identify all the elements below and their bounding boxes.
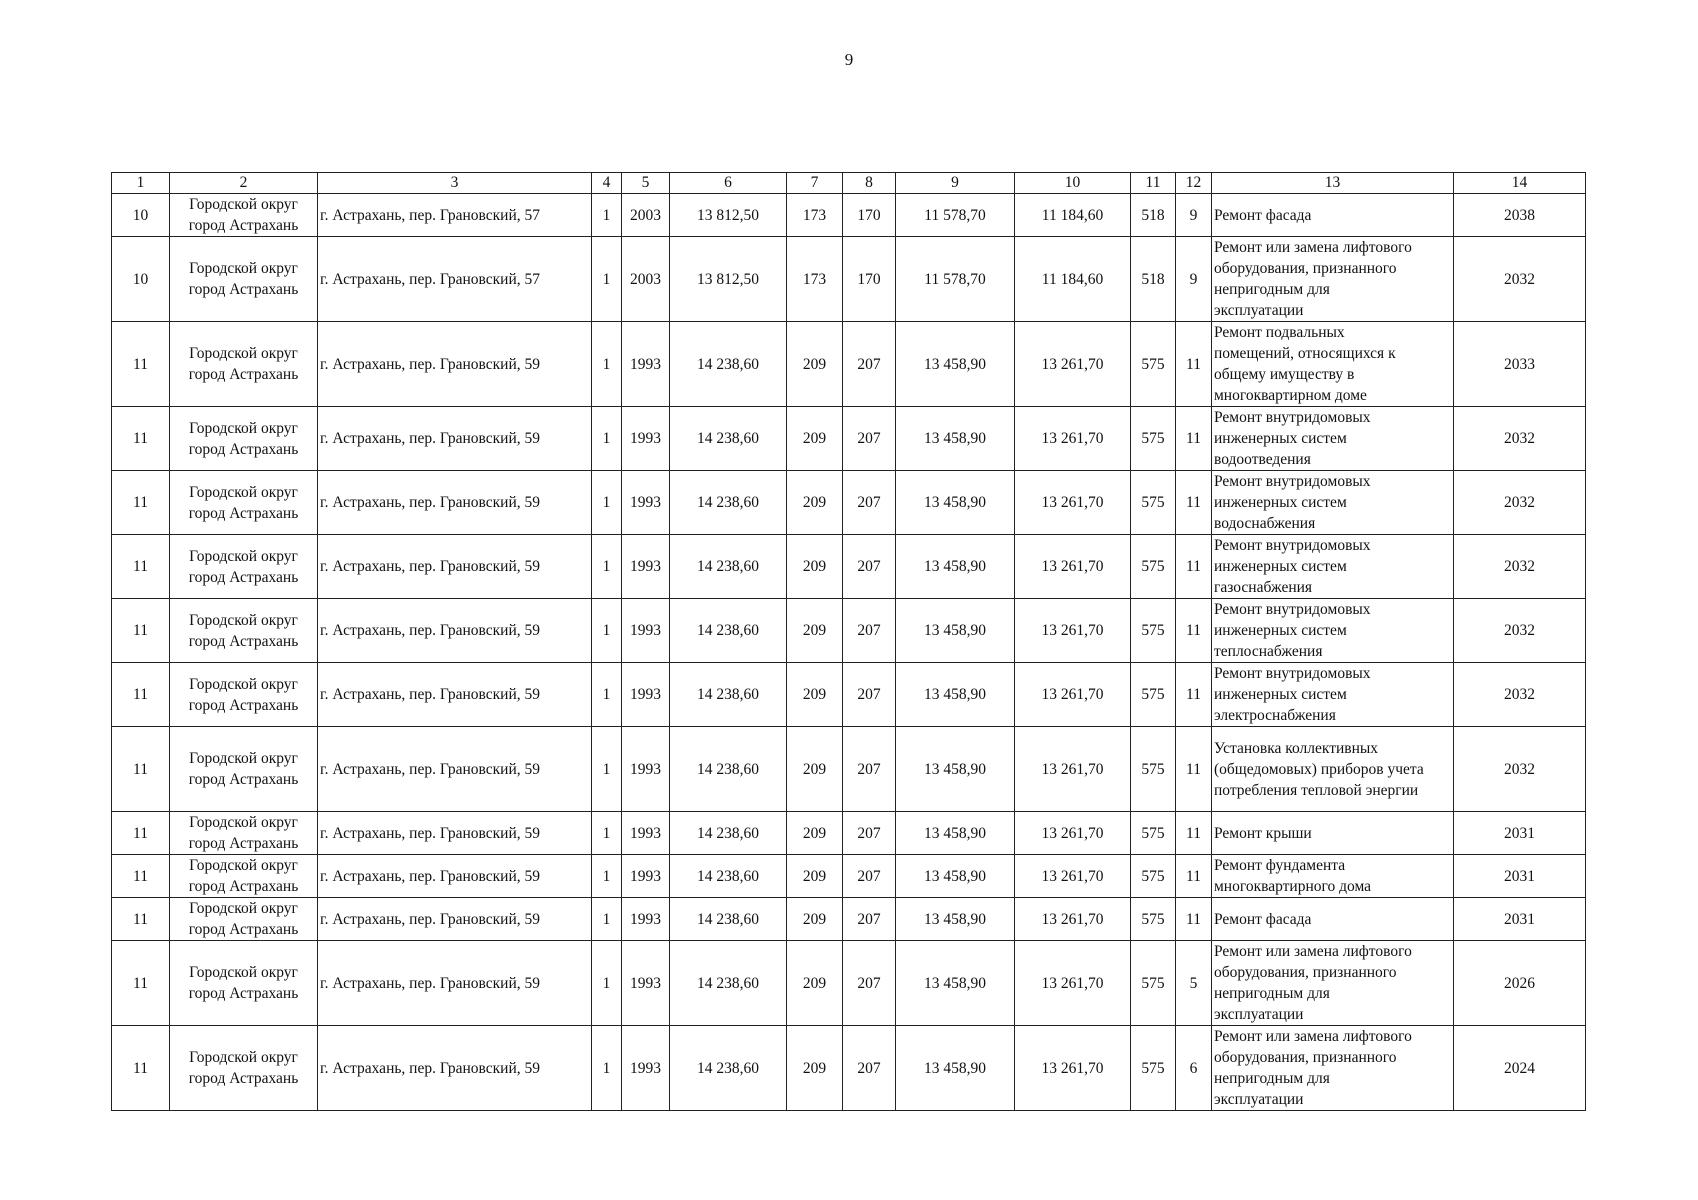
col-12-cell: 11 <box>1176 407 1212 471</box>
planned-year-cell: 2032 <box>1454 727 1586 812</box>
year-cell: 1993 <box>622 599 670 663</box>
col-4-cell: 1 <box>592 1026 622 1111</box>
col-8-cell: 207 <box>843 898 896 941</box>
col-8-cell: 170 <box>843 237 896 322</box>
col-8-cell: 170 <box>843 194 896 237</box>
area-residential-cell: 11 184,60 <box>1015 237 1131 322</box>
column-number-header: 10 <box>1015 173 1131 194</box>
address-cell: г. Астрахань, пер. Грановский, 57 <box>318 237 592 322</box>
area-total-cell: 14 238,60 <box>670 898 787 941</box>
table-row <box>112 194 1586 237</box>
col-12-cell: 11 <box>1176 663 1212 727</box>
col-4-cell: 1 <box>592 898 622 941</box>
page-number: 9 <box>844 50 854 69</box>
col-12-cell: 11 <box>1176 812 1212 855</box>
col-11-cell: 575 <box>1131 941 1176 1026</box>
table-row <box>112 727 1586 812</box>
column-number-header: 13 <box>1212 173 1454 194</box>
col-11-cell: 575 <box>1131 855 1176 898</box>
col-4-cell: 1 <box>592 194 622 237</box>
col-7-cell: 209 <box>787 812 843 855</box>
col-7-cell: 209 <box>787 898 843 941</box>
area-total-cell: 13 812,50 <box>670 194 787 237</box>
work-type-cell: Ремонт внутридомовых инженерных систем водоснабжения <box>1212 471 1454 535</box>
municipality-cell: Городской округ город Астрахань <box>170 1026 318 1111</box>
column-number-header: 14 <box>1454 173 1586 194</box>
table-row <box>112 471 1586 535</box>
work-type-cell: Ремонт фасада <box>1212 194 1454 237</box>
col-12-cell: 11 <box>1176 322 1212 407</box>
table-row <box>112 322 1586 407</box>
address-cell: г. Астрахань, пер. Грановский, 59 <box>318 535 592 599</box>
col-8-cell: 207 <box>843 941 896 1026</box>
col-7-cell: 209 <box>787 535 843 599</box>
row-number-cell: 11 <box>112 855 170 898</box>
municipality-cell: Городской округ город Астрахань <box>170 535 318 599</box>
planned-year-cell: 2032 <box>1454 237 1586 322</box>
capital-repair-table <box>111 172 1586 1111</box>
area-total-cell: 14 238,60 <box>670 855 787 898</box>
row-number-cell: 11 <box>112 322 170 407</box>
municipality-cell: Городской округ город Астрахань <box>170 194 318 237</box>
area-residential-cell: 13 261,70 <box>1015 407 1131 471</box>
area-residential-cell: 13 261,70 <box>1015 941 1131 1026</box>
col-4-cell: 1 <box>592 471 622 535</box>
work-type-cell: Установка коллективных (общедомовых) приборов учета потребления тепловой энергии <box>1212 727 1454 812</box>
municipality-cell: Городской округ город Астрахань <box>170 471 318 535</box>
address-cell: г. Астрахань, пер. Грановский, 59 <box>318 898 592 941</box>
row-number-cell: 11 <box>112 407 170 471</box>
table-row <box>112 599 1586 663</box>
col-8-cell: 207 <box>843 407 896 471</box>
col-7-cell: 209 <box>787 855 843 898</box>
area-total-cell: 14 238,60 <box>670 1026 787 1111</box>
area-living-cell: 13 458,90 <box>896 941 1015 1026</box>
year-cell: 2003 <box>622 194 670 237</box>
column-number-header: 4 <box>592 173 622 194</box>
address-cell: г. Астрахань, пер. Грановский, 59 <box>318 407 592 471</box>
col-8-cell: 207 <box>843 663 896 727</box>
area-total-cell: 14 238,60 <box>670 812 787 855</box>
col-11-cell: 575 <box>1131 663 1176 727</box>
area-living-cell: 13 458,90 <box>896 407 1015 471</box>
planned-year-cell: 2032 <box>1454 599 1586 663</box>
col-12-cell: 5 <box>1176 941 1212 1026</box>
year-cell: 1993 <box>622 898 670 941</box>
area-living-cell: 13 458,90 <box>896 898 1015 941</box>
planned-year-cell: 2033 <box>1454 322 1586 407</box>
column-number-header: 3 <box>318 173 592 194</box>
col-11-cell: 575 <box>1131 1026 1176 1111</box>
table-body <box>112 194 1586 1111</box>
area-residential-cell: 13 261,70 <box>1015 727 1131 812</box>
year-cell: 1993 <box>622 727 670 812</box>
area-residential-cell: 13 261,70 <box>1015 855 1131 898</box>
col-8-cell: 207 <box>843 727 896 812</box>
planned-year-cell: 2032 <box>1454 535 1586 599</box>
row-number-cell: 11 <box>112 471 170 535</box>
col-11-cell: 575 <box>1131 407 1176 471</box>
municipality-cell: Городской округ город Астрахань <box>170 898 318 941</box>
col-7-cell: 209 <box>787 599 843 663</box>
table-row <box>112 941 1586 1026</box>
row-number-cell: 11 <box>112 663 170 727</box>
col-11-cell: 575 <box>1131 898 1176 941</box>
area-residential-cell: 11 184,60 <box>1015 194 1131 237</box>
year-cell: 1993 <box>622 407 670 471</box>
col-12-cell: 9 <box>1176 194 1212 237</box>
row-number-cell: 11 <box>112 599 170 663</box>
column-number-header: 5 <box>622 173 670 194</box>
row-number-cell: 11 <box>112 941 170 1026</box>
column-number-header: 1 <box>112 173 170 194</box>
area-residential-cell: 13 261,70 <box>1015 663 1131 727</box>
address-cell: г. Астрахань, пер. Грановский, 59 <box>318 941 592 1026</box>
area-total-cell: 14 238,60 <box>670 663 787 727</box>
col-7-cell: 209 <box>787 663 843 727</box>
municipality-cell: Городской округ город Астрахань <box>170 237 318 322</box>
column-number-header: 9 <box>896 173 1015 194</box>
area-living-cell: 13 458,90 <box>896 1026 1015 1111</box>
year-cell: 1993 <box>622 535 670 599</box>
col-11-cell: 518 <box>1131 194 1176 237</box>
municipality-cell: Городской округ город Астрахань <box>170 727 318 812</box>
municipality-cell: Городской округ город Астрахань <box>170 812 318 855</box>
col-12-cell: 11 <box>1176 599 1212 663</box>
area-residential-cell: 13 261,70 <box>1015 599 1131 663</box>
col-8-cell: 207 <box>843 855 896 898</box>
column-number-header: 12 <box>1176 173 1212 194</box>
year-cell: 1993 <box>622 471 670 535</box>
municipality-cell: Городской округ город Астрахань <box>170 855 318 898</box>
area-residential-cell: 13 261,70 <box>1015 471 1131 535</box>
address-cell: г. Астрахань, пер. Грановский, 59 <box>318 663 592 727</box>
col-7-cell: 209 <box>787 322 843 407</box>
row-number-cell: 11 <box>112 898 170 941</box>
planned-year-cell: 2026 <box>1454 941 1586 1026</box>
row-number-cell: 10 <box>112 237 170 322</box>
planned-year-cell: 2031 <box>1454 855 1586 898</box>
col-11-cell: 518 <box>1131 237 1176 322</box>
area-living-cell: 11 578,70 <box>896 237 1015 322</box>
area-total-cell: 14 238,60 <box>670 407 787 471</box>
col-12-cell: 9 <box>1176 237 1212 322</box>
planned-year-cell: 2032 <box>1454 407 1586 471</box>
area-living-cell: 11 578,70 <box>896 194 1015 237</box>
address-cell: г. Астрахань, пер. Грановский, 59 <box>318 727 592 812</box>
col-4-cell: 1 <box>592 855 622 898</box>
planned-year-cell: 2031 <box>1454 812 1586 855</box>
municipality-cell: Городской округ город Астрахань <box>170 407 318 471</box>
area-living-cell: 13 458,90 <box>896 322 1015 407</box>
work-type-cell: Ремонт подвальных помещений, относящихся к общему имуществу в многоквартирном доме <box>1212 322 1454 407</box>
table-row <box>112 855 1586 898</box>
municipality-cell: Городской округ город Астрахань <box>170 663 318 727</box>
col-11-cell: 575 <box>1131 322 1176 407</box>
col-12-cell: 11 <box>1176 898 1212 941</box>
col-8-cell: 207 <box>843 471 896 535</box>
year-cell: 1993 <box>622 812 670 855</box>
table-row <box>112 663 1586 727</box>
col-11-cell: 575 <box>1131 812 1176 855</box>
col-4-cell: 1 <box>592 727 622 812</box>
work-type-cell: Ремонт или замена лифтового оборудования, признанного непригодным для эксплуатации <box>1212 1026 1454 1111</box>
work-type-cell: Ремонт или замена лифтового оборудования, признанного непригодным для эксплуатации <box>1212 237 1454 322</box>
col-4-cell: 1 <box>592 535 622 599</box>
municipality-cell: Городской округ город Астрахань <box>170 599 318 663</box>
column-number-header: 8 <box>843 173 896 194</box>
area-total-cell: 14 238,60 <box>670 599 787 663</box>
column-number-header: 11 <box>1131 173 1176 194</box>
col-8-cell: 207 <box>843 1026 896 1111</box>
col-8-cell: 207 <box>843 599 896 663</box>
area-total-cell: 14 238,60 <box>670 471 787 535</box>
col-4-cell: 1 <box>592 237 622 322</box>
address-cell: г. Астрахань, пер. Грановский, 59 <box>318 599 592 663</box>
col-7-cell: 209 <box>787 941 843 1026</box>
column-number-header: 6 <box>670 173 787 194</box>
area-total-cell: 14 238,60 <box>670 535 787 599</box>
col-7-cell: 209 <box>787 471 843 535</box>
area-living-cell: 13 458,90 <box>896 812 1015 855</box>
column-number-header: 7 <box>787 173 843 194</box>
work-type-cell: Ремонт крыши <box>1212 812 1454 855</box>
col-12-cell: 11 <box>1176 471 1212 535</box>
table-row <box>112 1026 1586 1111</box>
col-8-cell: 207 <box>843 812 896 855</box>
row-number-cell: 11 <box>112 812 170 855</box>
table-row <box>112 407 1586 471</box>
planned-year-cell: 2038 <box>1454 194 1586 237</box>
row-number-cell: 11 <box>112 535 170 599</box>
area-residential-cell: 13 261,70 <box>1015 535 1131 599</box>
work-type-cell: Ремонт фасада <box>1212 898 1454 941</box>
address-cell: г. Астрахань, пер. Грановский, 59 <box>318 812 592 855</box>
col-4-cell: 1 <box>592 663 622 727</box>
planned-year-cell: 2024 <box>1454 1026 1586 1111</box>
address-cell: г. Астрахань, пер. Грановский, 59 <box>318 322 592 407</box>
table-row <box>112 237 1586 322</box>
work-type-cell: Ремонт внутридомовых инженерных систем электроснабжения <box>1212 663 1454 727</box>
work-type-cell: Ремонт фундамента многоквартирного дома <box>1212 855 1454 898</box>
area-residential-cell: 13 261,70 <box>1015 898 1131 941</box>
area-total-cell: 14 238,60 <box>670 727 787 812</box>
col-12-cell: 11 <box>1176 855 1212 898</box>
address-cell: г. Астрахань, пер. Грановский, 57 <box>318 194 592 237</box>
area-living-cell: 13 458,90 <box>896 727 1015 812</box>
col-4-cell: 1 <box>592 941 622 1026</box>
col-4-cell: 1 <box>592 599 622 663</box>
planned-year-cell: 2031 <box>1454 898 1586 941</box>
area-total-cell: 14 238,60 <box>670 322 787 407</box>
area-total-cell: 13 812,50 <box>670 237 787 322</box>
area-residential-cell: 13 261,70 <box>1015 1026 1131 1111</box>
address-cell: г. Астрахань, пер. Грановский, 59 <box>318 471 592 535</box>
area-residential-cell: 13 261,70 <box>1015 812 1131 855</box>
address-cell: г. Астрахань, пер. Грановский, 59 <box>318 855 592 898</box>
col-12-cell: 11 <box>1176 535 1212 599</box>
col-7-cell: 173 <box>787 237 843 322</box>
work-type-cell: Ремонт внутридомовых инженерных систем теплоснабжения <box>1212 599 1454 663</box>
work-type-cell: Ремонт внутридомовых инженерных систем водоотведения <box>1212 407 1454 471</box>
col-7-cell: 173 <box>787 194 843 237</box>
col-7-cell: 209 <box>787 407 843 471</box>
column-number-row <box>112 173 1586 194</box>
municipality-cell: Городской округ город Астрахань <box>170 322 318 407</box>
col-11-cell: 575 <box>1131 471 1176 535</box>
area-living-cell: 13 458,90 <box>896 855 1015 898</box>
table-row <box>112 812 1586 855</box>
col-4-cell: 1 <box>592 407 622 471</box>
address-cell: г. Астрахань, пер. Грановский, 59 <box>318 1026 592 1111</box>
work-type-cell: Ремонт или замена лифтового оборудования, признанного непригодным для эксплуатации <box>1212 941 1454 1026</box>
area-living-cell: 13 458,90 <box>896 535 1015 599</box>
table-row <box>112 898 1586 941</box>
col-12-cell: 6 <box>1176 1026 1212 1111</box>
col-7-cell: 209 <box>787 727 843 812</box>
area-residential-cell: 13 261,70 <box>1015 322 1131 407</box>
year-cell: 1993 <box>622 1026 670 1111</box>
col-4-cell: 1 <box>592 812 622 855</box>
col-12-cell: 11 <box>1176 727 1212 812</box>
work-type-cell: Ремонт внутридомовых инженерных систем газоснабжения <box>1212 535 1454 599</box>
row-number-cell: 10 <box>112 194 170 237</box>
municipality-cell: Городской округ город Астрахань <box>170 941 318 1026</box>
planned-year-cell: 2032 <box>1454 471 1586 535</box>
area-total-cell: 14 238,60 <box>670 941 787 1026</box>
year-cell: 1993 <box>622 663 670 727</box>
year-cell: 2003 <box>622 237 670 322</box>
col-11-cell: 575 <box>1131 727 1176 812</box>
column-number-header: 2 <box>170 173 318 194</box>
table-row <box>112 535 1586 599</box>
col-8-cell: 207 <box>843 322 896 407</box>
planned-year-cell: 2032 <box>1454 663 1586 727</box>
year-cell: 1993 <box>622 322 670 407</box>
row-number-cell: 11 <box>112 1026 170 1111</box>
col-8-cell: 207 <box>843 535 896 599</box>
year-cell: 1993 <box>622 941 670 1026</box>
row-number-cell: 11 <box>112 727 170 812</box>
year-cell: 1993 <box>622 855 670 898</box>
area-living-cell: 13 458,90 <box>896 471 1015 535</box>
col-11-cell: 575 <box>1131 599 1176 663</box>
area-living-cell: 13 458,90 <box>896 599 1015 663</box>
col-4-cell: 1 <box>592 322 622 407</box>
col-11-cell: 575 <box>1131 535 1176 599</box>
col-7-cell: 209 <box>787 1026 843 1111</box>
area-living-cell: 13 458,90 <box>896 663 1015 727</box>
